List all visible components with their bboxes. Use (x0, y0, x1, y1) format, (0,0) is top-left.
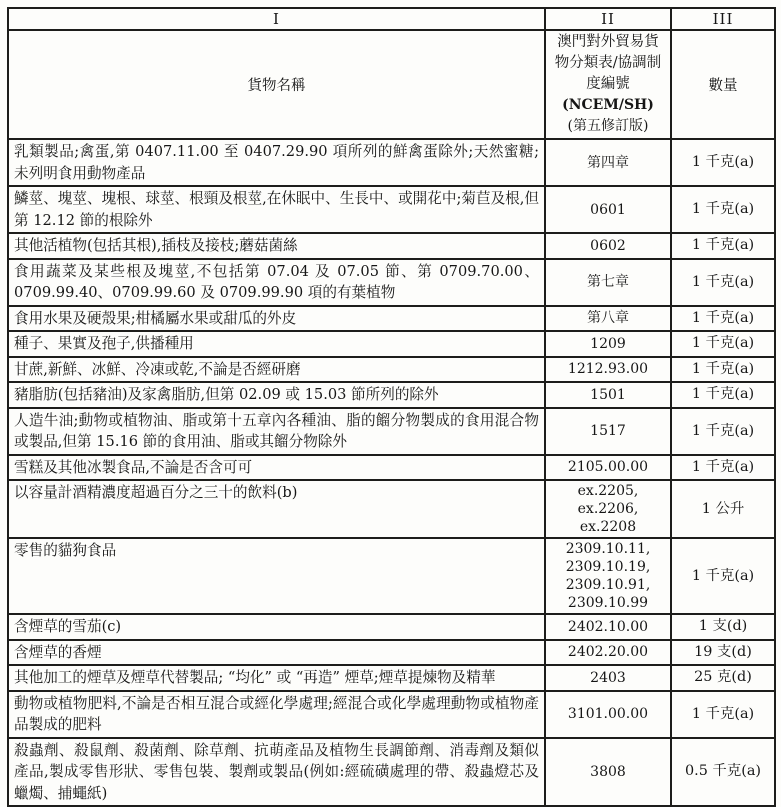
code-cell (545, 186, 671, 233)
goods-name: 含煙草的雪茄(c) (8, 614, 545, 640)
goods-classification-table (7, 7, 776, 807)
code-list (551, 201, 665, 219)
quantity: 0.5 千克(a) (671, 738, 775, 807)
code-line: 1209 (590, 335, 626, 352)
code-line: 0602 (590, 237, 626, 254)
quantity: 1 千克(a) (671, 259, 775, 306)
quantity: 1 千克(a) (671, 139, 775, 186)
goods-name: 乳類製品;禽蛋,第 0407.11.00 至 0407.29.90 項所列的鮮禽蛋除外;天然蜜糖;未列明食用動物產品 (8, 139, 545, 186)
code-line: 3808 (590, 763, 626, 780)
goods-name: 人造牛油;動物或植物油、脂或第十五章內各種油、脂的餾分物製成的食用混合物或製品,但第 15.16 節的食用油、脂或其餾分物除外 (8, 408, 545, 455)
table-row (8, 259, 775, 306)
code-list (551, 705, 665, 723)
code-line: ex.2205, (577, 483, 639, 499)
quantity: 25 克(d) (671, 665, 775, 691)
classification-header (545, 30, 671, 139)
classification-header-title: 澳門對外貿易貨物分類表/協調制度編號 (554, 34, 662, 92)
table-row (8, 139, 775, 186)
code-cell (545, 331, 671, 357)
quantity: 1 千克(a) (671, 331, 775, 357)
table-row (8, 331, 775, 357)
code-line: 2309.10.19, (565, 559, 651, 575)
code-cell (545, 640, 671, 666)
quantity: 1 千克(a) (671, 357, 775, 383)
column-title-row (8, 30, 775, 139)
quantity: 1 千克(a) (671, 382, 775, 408)
code-line: 2309.10.99 (567, 595, 649, 611)
goods-name: 動物或植物肥料,不論是否相互混合或經化學處理;經混合或化學處理動物或植物產品製成的肥料 (8, 691, 545, 738)
code-line: ex.2208 (579, 519, 637, 535)
table-row (8, 640, 775, 666)
code-line: 2402.20.00 (567, 644, 649, 661)
code-list (551, 618, 665, 636)
code-cell (545, 306, 671, 332)
code-list (551, 309, 665, 327)
classification-header-edition: (第五修訂版) (567, 118, 649, 134)
goods-name: 其他加工的煙草及煙草代替製品; “均化” 或 “再造” 煙草;煙草提煉物及精華 (8, 665, 545, 691)
quantity: 1 公升 (671, 480, 775, 538)
code-list (551, 360, 665, 378)
code-cell (545, 357, 671, 383)
goods-name: 豬脂肪(包括豬油)及家禽脂肪,但第 02.09 或 15.03 節所列的除外 (8, 382, 545, 408)
code-list (551, 154, 665, 172)
goods-name: 殺蟲劑、殺鼠劑、殺菌劑、除草劑、抗萌產品及植物生長調節劑、消毒劑及類似產品,製成零售形狀、零售包裝、製劑或製品(例如:經硫磺處理的帶、殺蟲燈芯及蠟燭、捕蠅紙) (8, 738, 545, 807)
code-line: 第四章 (587, 154, 629, 171)
code-line: 1501 (590, 386, 626, 403)
quantity: 1 千克(a) (671, 186, 775, 233)
code-line: 2402.10.00 (567, 618, 649, 635)
classification-header-ncem: (NCEM/SH) (562, 97, 654, 113)
quantity: 1 千克(a) (671, 538, 775, 614)
quantity-header: 數量 (671, 30, 775, 139)
code-line: 0601 (590, 201, 626, 218)
table-row (8, 357, 775, 383)
column-numeral-1: I (8, 8, 545, 30)
code-list (551, 643, 665, 661)
table-header (8, 8, 775, 139)
table-row (8, 382, 775, 408)
table-row (8, 738, 775, 807)
table-row (8, 233, 775, 259)
goods-name: 食用水果及硬殼果;柑橘屬水果或甜瓜的外皮 (8, 306, 545, 332)
table-row (8, 691, 775, 738)
code-list (551, 273, 665, 291)
code-list (551, 237, 665, 255)
goods-name: 甘蔗,新鮮、冰鮮、冷凍或乾,不論是否經研磨 (8, 357, 545, 383)
table-row (8, 665, 775, 691)
code-list (551, 422, 665, 440)
code-list (551, 482, 665, 536)
column-numeral-2: II (545, 8, 671, 30)
table-row (8, 538, 775, 614)
goods-name: 鱗莖、塊莖、塊根、球莖、根頸及根莖,在休眠中、生長中、或開花中;菊苣及根,但第 12.12 節的根除外 (8, 186, 545, 233)
code-cell (545, 259, 671, 306)
code-line: 第八章 (587, 310, 629, 327)
goods-table-body (8, 139, 775, 806)
table-row (8, 186, 775, 233)
code-line: 3101.00.00 (567, 706, 649, 722)
quantity: 19 支(d) (671, 640, 775, 666)
quantity: 1 千克(a) (671, 408, 775, 455)
code-cell (545, 480, 671, 538)
code-line: 2309.10.91, (565, 577, 651, 593)
table-row (8, 306, 775, 332)
goods-name: 雪糕及其他冰製食品,不論是否含可可 (8, 455, 545, 481)
code-list (551, 386, 665, 404)
code-cell (545, 538, 671, 614)
table-row (8, 480, 775, 538)
code-list (551, 335, 665, 353)
quantity: 1 千克(a) (671, 691, 775, 738)
code-cell (545, 408, 671, 455)
table-row (8, 455, 775, 481)
quantity: 1 千克(a) (671, 233, 775, 259)
code-cell (545, 139, 671, 186)
code-cell (545, 738, 671, 807)
code-cell (545, 382, 671, 408)
code-line: 2403 (590, 669, 626, 686)
code-list (551, 458, 665, 476)
column-numeral-3: III (671, 8, 775, 30)
goods-name: 種子、果實及孢子,供播種用 (8, 331, 545, 357)
code-line: 2309.10.11, (565, 541, 651, 557)
goods-name: 其他活植物(包括其根),插枝及接枝;蘑菇菌絲 (8, 233, 545, 259)
quantity: 1 千克(a) (671, 306, 775, 332)
goods-name-header: 貨物名稱 (8, 30, 545, 139)
quantity: 1 千克(a) (671, 455, 775, 481)
code-cell (545, 691, 671, 738)
goods-name: 以容量計酒精濃度超過百分之三十的飲料(b) (8, 480, 545, 538)
code-list (551, 763, 665, 781)
code-line: 1517 (590, 423, 626, 439)
code-line: 第七章 (587, 274, 629, 290)
code-list (551, 669, 665, 687)
code-cell (545, 233, 671, 259)
code-line: ex.2206, (577, 501, 639, 517)
table-row (8, 614, 775, 640)
code-list (551, 540, 665, 612)
code-cell (545, 614, 671, 640)
code-line: 2105.00.00 (567, 459, 649, 476)
column-numeral-row (8, 8, 775, 30)
code-cell (545, 455, 671, 481)
code-line: 1212.93.00 (567, 361, 649, 378)
code-cell (545, 665, 671, 691)
goods-name: 食用蔬菜及某些根及塊莖,不包括第 07.04 及 07.05 節、第 0709.70.00、0709.99.40、0709.99.60 及 0709.99.90 項的有葉植物 (8, 259, 545, 306)
quantity: 1 支(d) (671, 614, 775, 640)
goods-name: 零售的貓狗食品 (8, 538, 545, 614)
goods-name: 含煙草的香煙 (8, 640, 545, 666)
table-row (8, 408, 775, 455)
